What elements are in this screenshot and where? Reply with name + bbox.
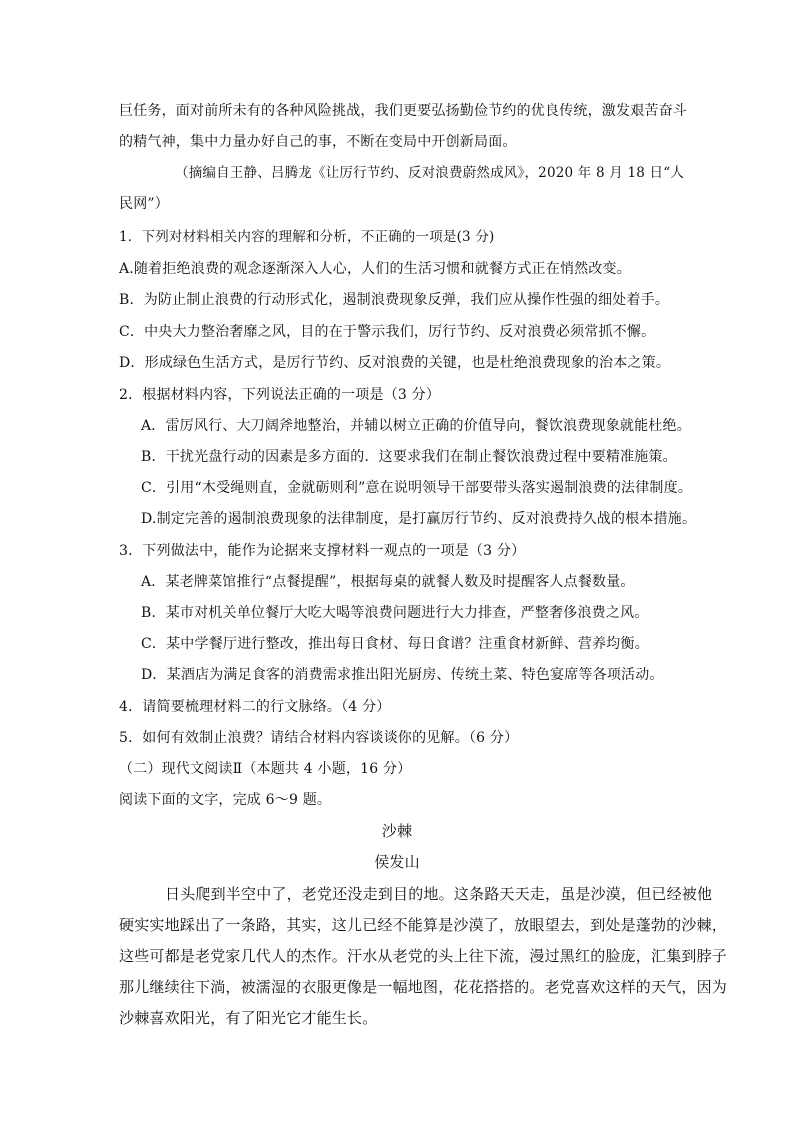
q2-option-c: C．引用“木受绳则直，金就砺则利”意在说明领导干部要带头落实遏制浪费的法律制度。 — [141, 480, 693, 496]
q2-option-d: D.制定完善的遏制浪费现象的法律制度，是打赢厉行节约、反对浪费持久战的根本措施。 — [141, 511, 697, 527]
q2-stem: 2．根据材料内容，下列说法正确的一项是（3 分） — [119, 387, 441, 403]
q2-option-a: A．雷厉风行、大刀阔斧地整治，并辅以树立正确的价值导向，餐饮浪费现象就能杜绝。 — [141, 418, 691, 434]
section2-instruction: 阅读下面的文字，完成 6～9 题。 — [119, 792, 332, 808]
story-author: 侯发山 — [374, 853, 420, 871]
q3-option-b: B．某市对机关单位餐厅大吃大喝等浪费问题进行大力排查，严整奢侈浪费之风。 — [141, 605, 649, 621]
q3-stem: 3．下列做法中，能作为论据来支撑材料一观点的一项是（3 分） — [119, 543, 526, 559]
q1-option-c: C．中央大力整治奢靡之风，目的在于警示我们，厉行节约、反对浪费必须常抓不懈。 — [119, 324, 656, 340]
q4-stem: 4．请简要梳理材料二的行文脉络。（4 分） — [119, 699, 391, 715]
section2-heading: （二）现代文阅读Ⅱ（本题共 4 小题，16 分） — [119, 761, 412, 777]
q1-option-a: A.随着拒绝浪费的观念逐渐深入人心，人们的生活习惯和就餐方式正在悄然改变。 — [119, 261, 631, 277]
q2-option-b: B．干扰光盘行动的因素是多方面的．这要求我们在制止餐饮浪费过程中要精准施策。 — [141, 449, 677, 465]
story-paragraph-line-1: 日头爬到半空中了，老党还没走到目的地。这条路天天走，虽是沙漠，但已经被他 — [165, 885, 713, 903]
q1-option-b: B．为防止制止浪费的行动形式化，遏制浪费现象反弹，我们应从操作性强的细处着手。 — [119, 292, 670, 308]
q1-stem: 1．下列对材料相关内容的理解和分析，不正确的一项是(3 分) — [119, 229, 495, 245]
story-paragraph-line-3: 这些可都是老党家几代人的杰作。汗水从老党的头上往下流，漫过黑红的脸庞，汇集到脖子 — [119, 947, 728, 965]
intro-line-1: 巨任务，面对前所未有的各种风险挑战，我们更要弘扬勤俭节约的优良传统，激发艰苦奋斗 — [119, 103, 687, 119]
q1-option-d: D．形成绿色生活方式，是厉行节约、反对浪费的关键，也是杜绝浪费现象的治本之策。 — [119, 355, 671, 371]
source-line-1: （摘编自王静、吕腾龙《让厉行节约、反对浪费蔚然成风》，2020 年 8 月 18 日“人 — [175, 165, 685, 181]
q3-option-d: D．某酒店为满足食客的消费需求推出阳光厨房、传统土菜、特色宴席等各项活动。 — [141, 667, 664, 683]
q5-stem: 5．如何有效制止浪费？请结合材料内容谈谈你的见解。（6 分） — [119, 730, 519, 746]
intro-line-2: 的精气神，集中力量办好自己的事，不断在变局中开创新局面。 — [119, 134, 517, 150]
story-paragraph-line-5: 沙棘喜欢阳光，有了阳光它才能生长。 — [119, 1009, 378, 1027]
story-paragraph-line-4: 那儿继续往下淌，被濡湿的衣服更像是一幅地图，花花搭搭的。老党喜欢这样的天气，因为 — [119, 978, 728, 996]
story-title: 沙棘 — [381, 822, 413, 840]
q3-option-a: A．某老牌菜馆推行“点餐提醒”，根据每桌的就餐人数及时提醒客人点餐数量。 — [141, 574, 635, 590]
story-paragraph-line-2: 硬实实地踩出了一条路，其实，这儿已经不能算是沙漠了，放眼望去，到处是蓬勃的沙棘， — [119, 916, 728, 934]
source-line-2: 民网”） — [119, 196, 169, 212]
q3-option-c: C．某中学餐厅进行整改，推出每日食材、每日食谱？注重食材新鲜、营养均衡。 — [141, 636, 649, 652]
